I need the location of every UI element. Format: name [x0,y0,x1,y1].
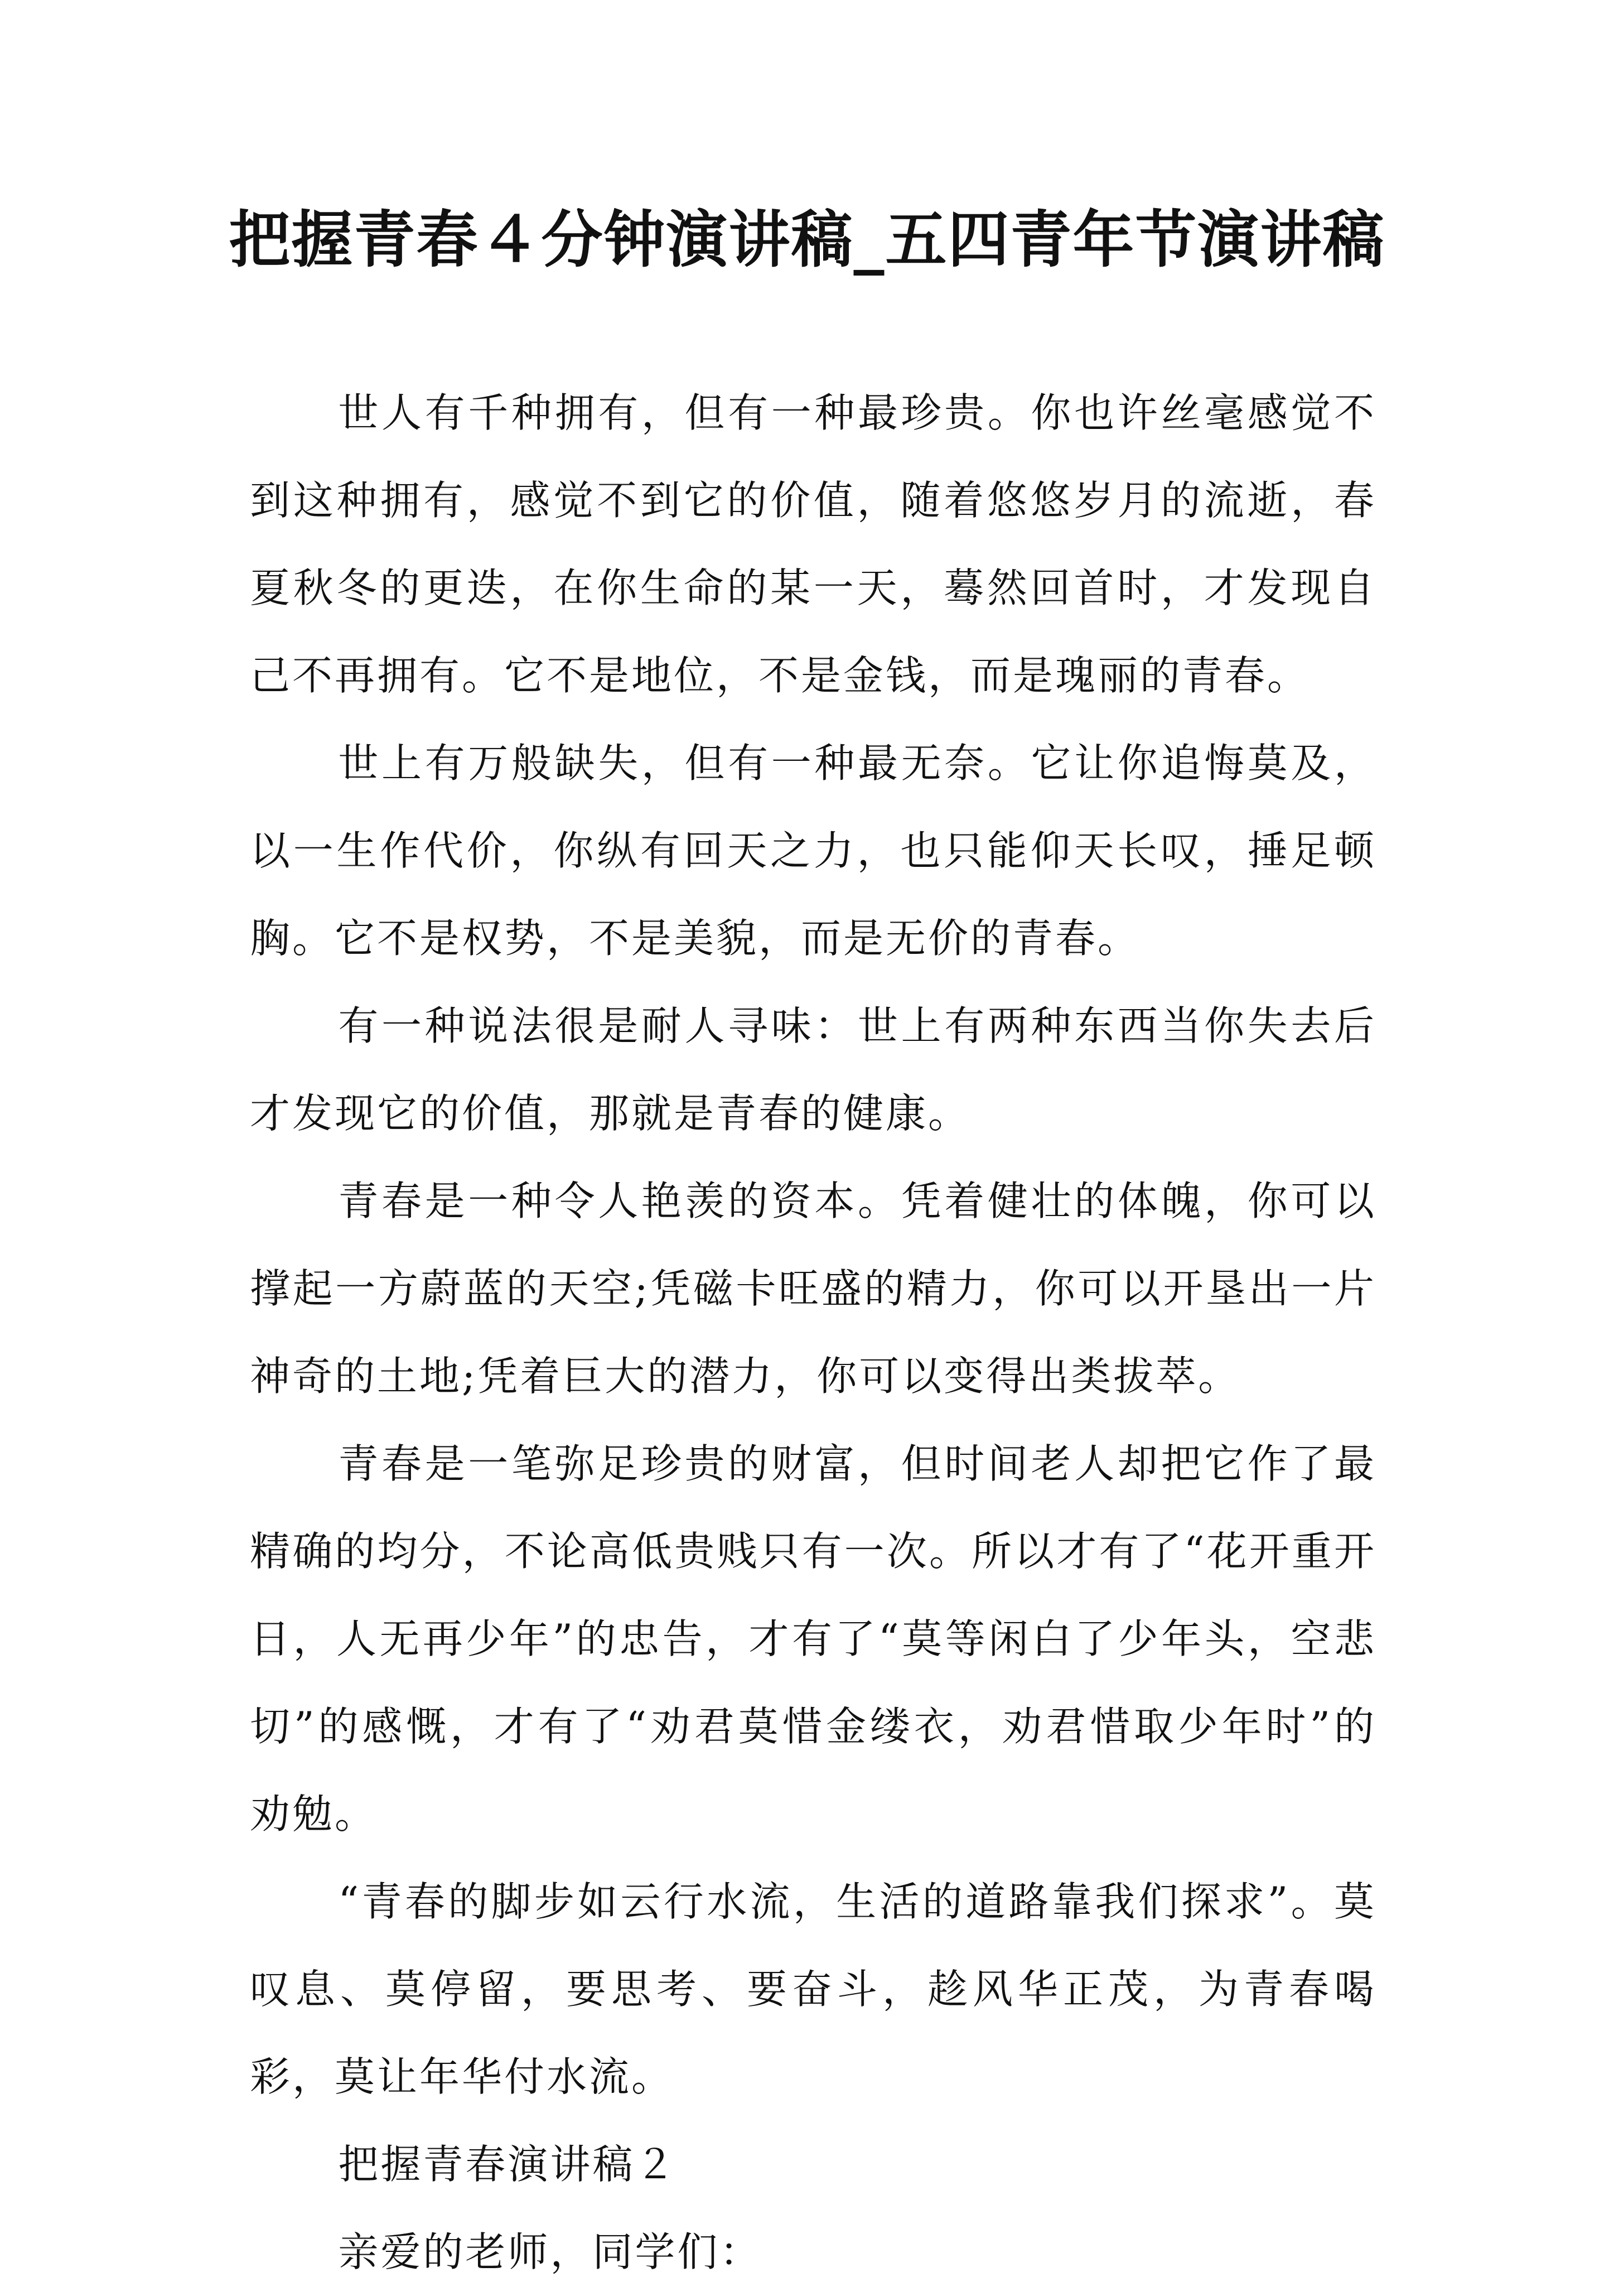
section-heading: 把握青春演讲稿２ [338,2141,678,2188]
document-body [250,369,1376,2296]
paragraph: “青春的脚步如云行水流，生活的道路靠我们探求”。莫叹息、莫停留，要思考、要奋斗，趁风华正茂，为青春喝彩，莫让年华付水流。 [250,1878,1376,2100]
paragraph: 青春是一笔弥足珍贵的财富，但时间老人却把它作了最精确的均分，不论高低贵贱只有一次。所以才有了“花开重开日，人无再少年”的忠告，才有了“莫等闲白了少年头，空悲切”的感慨，才有了“劝君莫惜金缕衣，劝君惜取少年时”的劝勉。 [250,1440,1376,1837]
paragraph: 青春是一种令人艳羡的资本。凭着健壮的体魄，你可以撑起一方蔚蓝的天空;凭磁卡旺盛的精力，你可以开垦出一片神奇的土地;凭着巨大的潜力，你可以变得出类拔萃。 [250,1178,1376,1400]
paragraph: 有一种说法很是耐人寻味：世上有两种东西当你失去后才发现它的价值，那就是青春的健康。 [250,1002,1376,1137]
salutation: 亲爱的老师，同学们： [338,2229,762,2275]
paragraph: 世上有万般缺失，但有一种最无奈。它让你追悔莫及，以一生作代价，你纵有回天之力，也只能仰天长叹，捶足顿胸。它不是权势，不是美貌，而是无价的青春。 [250,740,1376,962]
paragraph: 世人有千种拥有，但有一种最珍贵。你也许丝毫感觉不到这种拥有，感觉不到它的价值，随着悠悠岁月的流逝，春夏秋冬的更迭，在你生命的某一天，蓦然回首时，才发现自己不再拥有。它不是地位，不是金钱，而是瑰丽的青春。 [250,389,1376,699]
document-title: 把握青春４分钟演讲稿_五四青年节演讲稿 [229,204,1385,276]
